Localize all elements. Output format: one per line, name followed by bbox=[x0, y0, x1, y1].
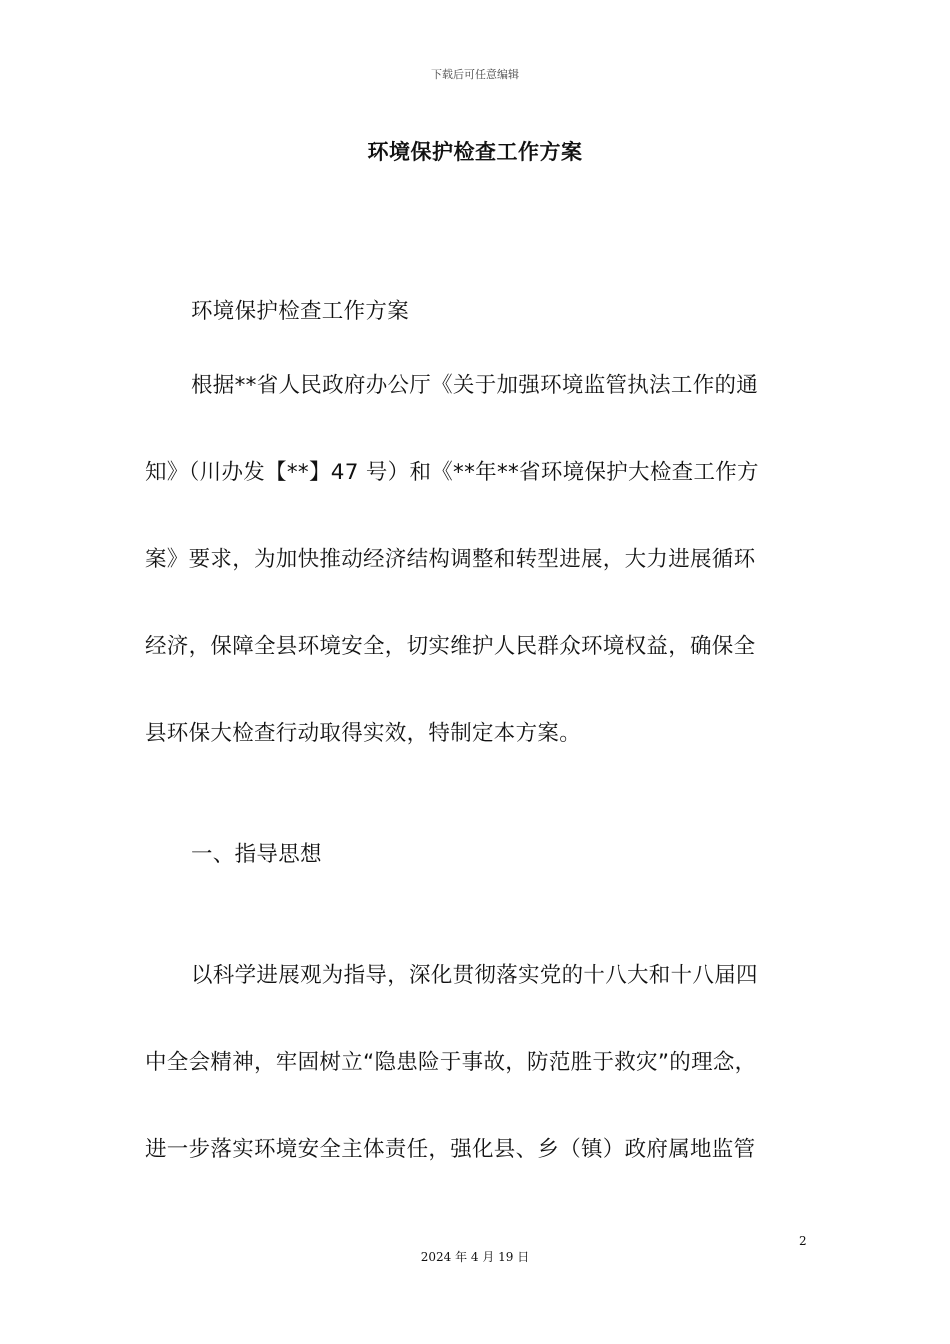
paragraph-line: 经济，保障全县环境安全，切实维护人民群众环境权益，确保全 bbox=[145, 634, 756, 659]
section-heading: 一、指导思想 bbox=[191, 842, 322, 867]
page-title: 环境保护检查工作方案 bbox=[367, 140, 583, 164]
paragraph-line: 以科学进展观为指导，深化贯彻落实党的十八大和十八届四 bbox=[191, 963, 758, 988]
header-note: 下载后可任意编辑 bbox=[431, 68, 519, 81]
paragraph-line: 根据**省人民政府办公厅《关于加强环境监管执法工作的通 bbox=[191, 373, 759, 398]
body-heading: 环境保护检查工作方案 bbox=[191, 299, 410, 324]
paragraph-line: 知》（川办发【**】47 号）和《**年**省环境保护大检查工作方 bbox=[145, 460, 759, 485]
footer-date: 2024 年 4 月 19 日 bbox=[420, 1250, 530, 1264]
paragraph-line: 案》要求，为加快推动经济结构调整和转型进展，大力进展循环 bbox=[145, 547, 756, 572]
paragraph-line: 县环保大检查行动取得实效，特制定本方案。 bbox=[145, 721, 582, 746]
paragraph-line: 进一步落实环境安全主体责任，强化县、乡（镇）政府属地监管 bbox=[145, 1137, 756, 1162]
paragraph-line: 中全会精神，牢固树立“隐患险于事故，防范胜于救灾”的理念， bbox=[145, 1050, 757, 1075]
page-number: 2 bbox=[799, 1234, 807, 1248]
